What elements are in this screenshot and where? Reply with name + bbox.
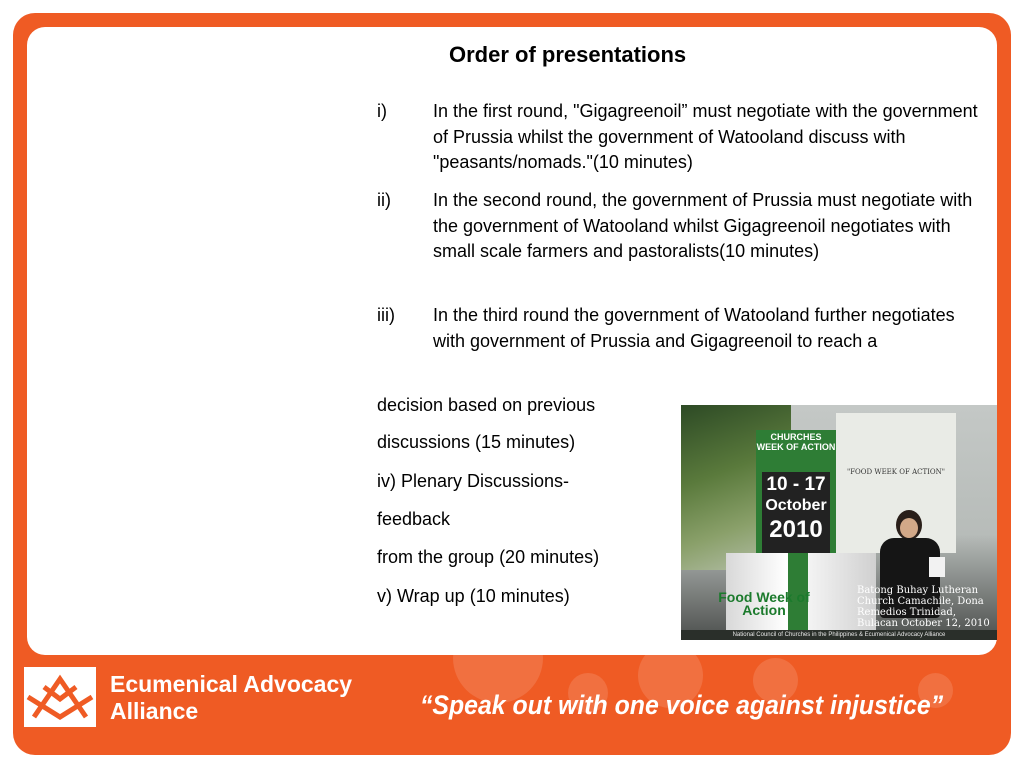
dates-year: 2010 [769,516,823,543]
body-line: discussions (15 minutes) [377,432,576,452]
tagline: “Speak out with one voice against injustice” [420,690,944,720]
body-line: v) Wrap up (10 minutes) [377,586,570,606]
eaa-logo-icon [24,667,96,727]
podium-label: Food Week of Action [718,589,810,618]
body-line: from the group (20 minutes) [377,547,600,567]
speaker-paper [929,557,945,577]
churches-week-banner [756,430,836,560]
church-info: Batong Buhay Lutheran Church Camachile, Dona Remedios Trinidad, Bulacan October 12, 2010 [857,585,990,629]
event-photo [681,405,997,640]
list-item-number: i) [377,101,387,121]
body-line: decision based on previous [377,395,596,415]
dates-month: October [765,497,827,514]
list-item-text: In the first round, "Gigagreenoil” must negotiate with the government of Prussia whilst the government of Watooland discuss with "peasants/nomads."(10 minutes) [433,101,978,172]
banner-dates [762,472,830,554]
list-item-text: In the second round, the government of Prussia must negotiate with the government of Watooland whilst Gigagreenoil negotiates with small scale farmers and pastoralists(10 minutes) [433,190,973,261]
slide-title: Order of presentations [449,42,687,67]
banner-header: CHURCHES WEEK OF ACTION [756,432,836,452]
photo-caption: National Council of Churches in the Philippines & Ecumenical Advocacy Alliance [681,630,997,640]
list-item-number: iii) [377,305,395,325]
body-line: iv) Plenary Discussions- [377,471,570,491]
dates-range: 10 - 17 [766,474,826,495]
body-line: feedback [377,509,451,529]
org-name: Ecumenical Advocacy Alliance [110,671,353,724]
speaker-face [900,518,918,538]
list-item-number: ii) [377,190,391,210]
list-item-text: In the third round the government of Watooland further negotiates with government of Prussia and Gigagreenoil to reach a [433,305,955,351]
poster-title: "FOOD WEEK OF ACTION" [846,468,945,476]
